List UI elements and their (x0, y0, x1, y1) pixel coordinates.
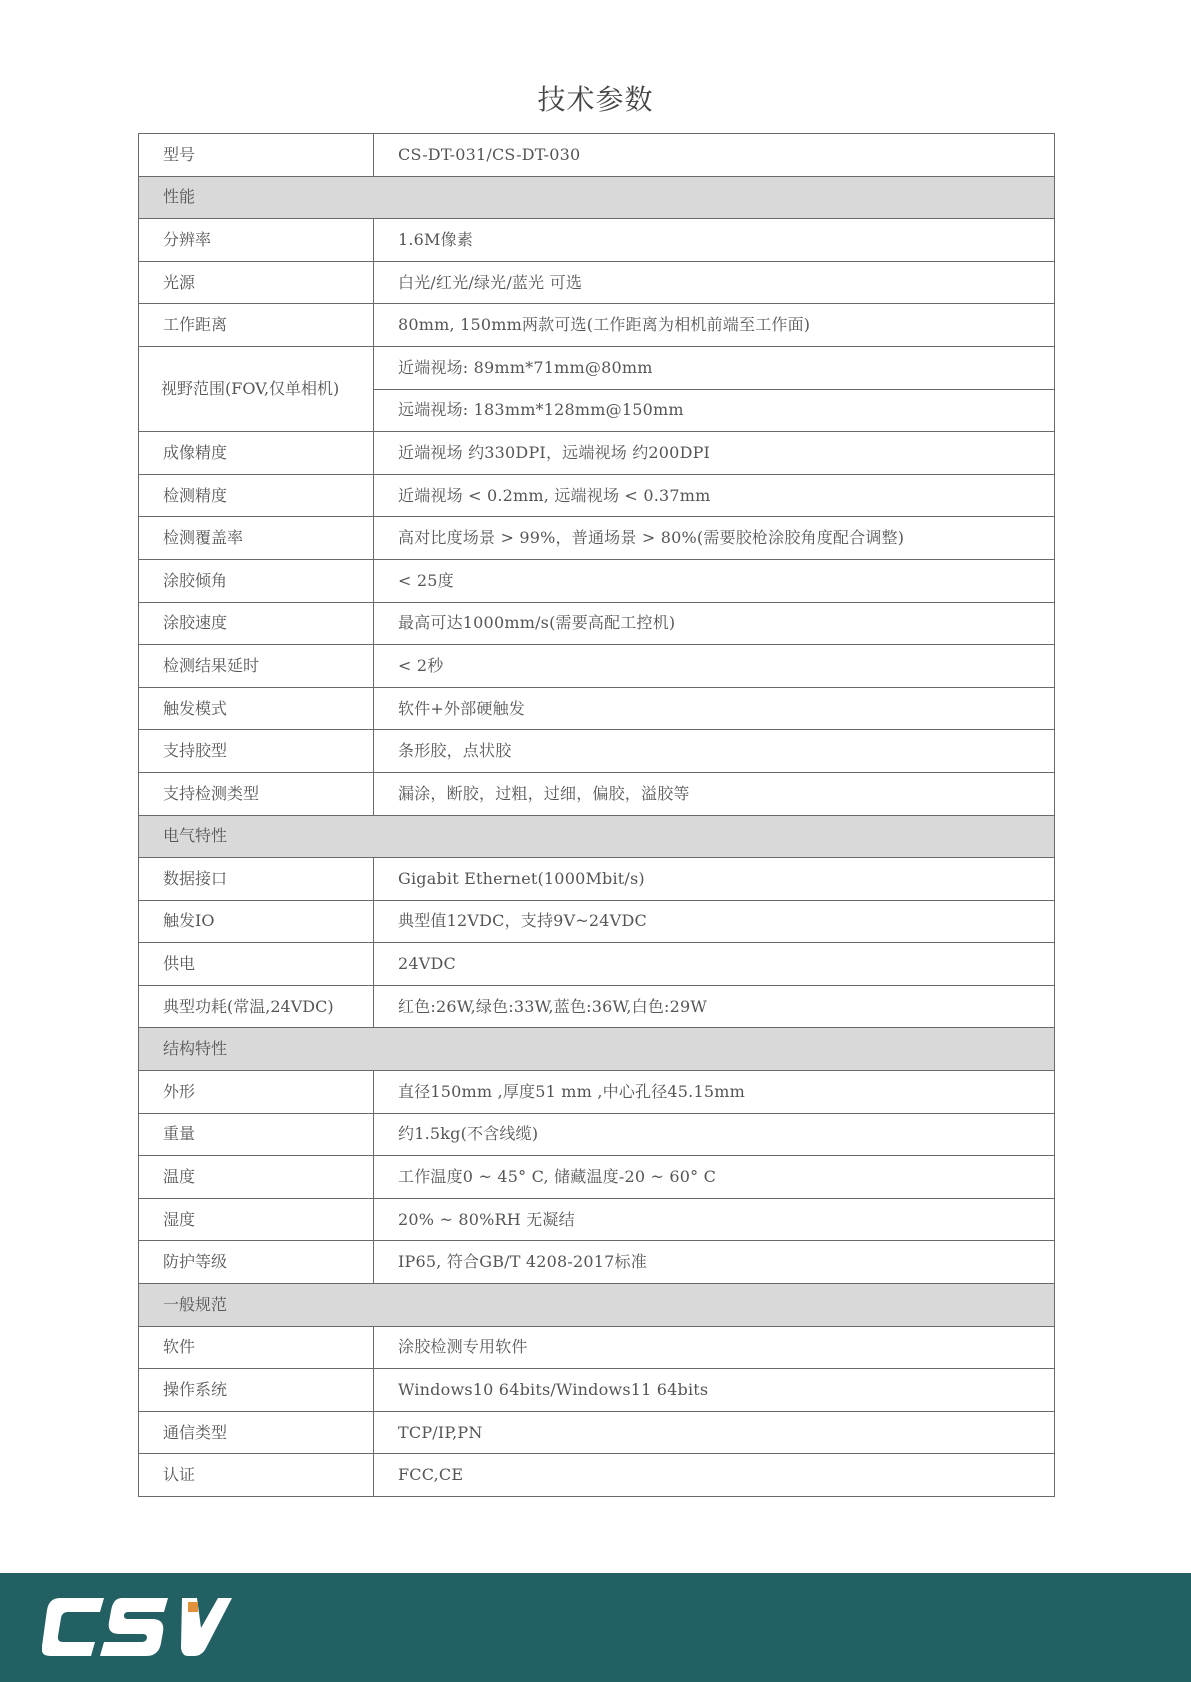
spec-label: 供电 (139, 943, 374, 986)
spec-label: 型号 (139, 134, 374, 177)
spec-label: 操作系统 (139, 1369, 374, 1412)
spec-label: 触发IO (139, 900, 374, 943)
spec-row (139, 1071, 1055, 1114)
spec-row (139, 261, 1055, 304)
spec-value: 1.6M像素 (374, 219, 1055, 262)
spec-row (139, 730, 1055, 773)
spec-value: 80mm, 150mm两款可选(工作距离为相机前端至工作面) (374, 304, 1055, 347)
spec-row (139, 219, 1055, 262)
spec-label: 通信类型 (139, 1411, 374, 1454)
spec-value: 最高可达1000mm/s(需要高配工控机) (374, 602, 1055, 645)
section-header-row (139, 1028, 1055, 1071)
spec-row (139, 943, 1055, 986)
section-header: 电气特性 (139, 815, 1055, 858)
spec-label: 检测精度 (139, 474, 374, 517)
spec-label: 软件 (139, 1326, 374, 1369)
spec-row (139, 1369, 1055, 1412)
spec-value: CS-DT-031/CS-DT-030 (374, 134, 1055, 177)
spec-label: 检测覆盖率 (139, 517, 374, 560)
spec-value: Gigabit Ethernet(1000Mbit/s) (374, 858, 1055, 901)
spec-value: 软件+外部硬触发 (374, 687, 1055, 730)
spec-value: < 2秒 (374, 645, 1055, 688)
spec-label: 工作距离 (139, 304, 374, 347)
section-header-row (139, 815, 1055, 858)
spec-value: 工作温度0 ~ 45° C, 储藏温度-20 ~ 60° C (374, 1156, 1055, 1199)
spec-row (139, 134, 1055, 177)
spec-row (139, 1198, 1055, 1241)
spec-label: 温度 (139, 1156, 374, 1199)
spec-label: 涂胶速度 (139, 602, 374, 645)
spec-label: 分辨率 (139, 219, 374, 262)
spec-row (139, 858, 1055, 901)
spec-row (139, 645, 1055, 688)
page-title: 技术参数 (537, 83, 654, 116)
spec-row (139, 772, 1055, 815)
spec-value: 红色:26W,绿色:33W,蓝色:36W,白色:29W (374, 985, 1055, 1028)
spec-value: 漏涂，断胶，过粗，过细，偏胶，溢胶等 (374, 772, 1055, 815)
spec-value: 约1.5kg(不含线缆) (374, 1113, 1055, 1156)
section-header: 结构特性 (139, 1028, 1055, 1071)
spec-row (139, 346, 1055, 389)
spec-value: IP65, 符合GB/T 4208-2017标准 (374, 1241, 1055, 1284)
csv-logo (42, 1594, 232, 1660)
spec-row (139, 1113, 1055, 1156)
spec-label: 光源 (139, 261, 374, 304)
spec-row (139, 474, 1055, 517)
spec-table (138, 133, 1055, 1497)
spec-label: 支持胶型 (139, 730, 374, 773)
spec-value: 24VDC (374, 943, 1055, 986)
spec-label: 湿度 (139, 1198, 374, 1241)
spec-value: 近端视场 < 0.2mm, 远端视场 < 0.37mm (374, 474, 1055, 517)
section-header-row (139, 1284, 1055, 1327)
spec-row (139, 1411, 1055, 1454)
spec-label: 检测结果延时 (139, 645, 374, 688)
spec-label: 涂胶倾角 (139, 559, 374, 602)
spec-row (139, 687, 1055, 730)
spec-label: 外形 (139, 1071, 374, 1114)
spec-row (139, 304, 1055, 347)
spec-value: 远端视场: 183mm*128mm@150mm (374, 389, 1055, 432)
section-header: 一般规范 (139, 1284, 1055, 1327)
spec-row (139, 432, 1055, 475)
spec-row (139, 985, 1055, 1028)
spec-row (139, 1454, 1055, 1497)
spec-value: 白光/红光/绿光/蓝光 可选 (374, 261, 1055, 304)
section-header: 性能 (139, 176, 1055, 219)
spec-value: 近端视场: 89mm*71mm@80mm (374, 346, 1055, 389)
spec-row (139, 900, 1055, 943)
spec-value: 典型值12VDC，支持9V~24VDC (374, 900, 1055, 943)
spec-value: 涂胶检测专用软件 (374, 1326, 1055, 1369)
footer-bar (0, 1573, 1191, 1682)
spec-value: FCC,CE (374, 1454, 1055, 1497)
spec-row (139, 602, 1055, 645)
spec-label: 防护等级 (139, 1241, 374, 1284)
spec-label: 典型功耗(常温,24VDC) (139, 985, 374, 1028)
spec-value: 直径150mm ,厚度51 mm ,中心孔径45.15mm (374, 1071, 1055, 1114)
spec-value: 20% ~ 80%RH 无凝结 (374, 1198, 1055, 1241)
spec-value: TCP/IP,PN (374, 1411, 1055, 1454)
spec-label: 视野范围(FOV,仅单相机) (139, 346, 374, 431)
spec-value: < 25度 (374, 559, 1055, 602)
spec-label: 触发模式 (139, 687, 374, 730)
spec-row (139, 1241, 1055, 1284)
spec-row (139, 559, 1055, 602)
spec-row (139, 517, 1055, 560)
spec-row (139, 1156, 1055, 1199)
spec-label: 认证 (139, 1454, 374, 1497)
spec-label: 成像精度 (139, 432, 374, 475)
spec-label: 重量 (139, 1113, 374, 1156)
spec-table-body (139, 134, 1055, 1497)
spec-row (139, 1326, 1055, 1369)
spec-value: 条形胶，点状胶 (374, 730, 1055, 773)
spec-value: Windows10 64bits/Windows11 64bits (374, 1369, 1055, 1412)
spec-label: 数据接口 (139, 858, 374, 901)
spec-value: 近端视场 约330DPI，远端视场 约200DPI (374, 432, 1055, 475)
section-header-row (139, 176, 1055, 219)
spec-label: 支持检测类型 (139, 772, 374, 815)
spec-value: 高对比度场景 > 99%，普通场景 > 80%(需要胶枪涂胶角度配合调整) (374, 517, 1055, 560)
